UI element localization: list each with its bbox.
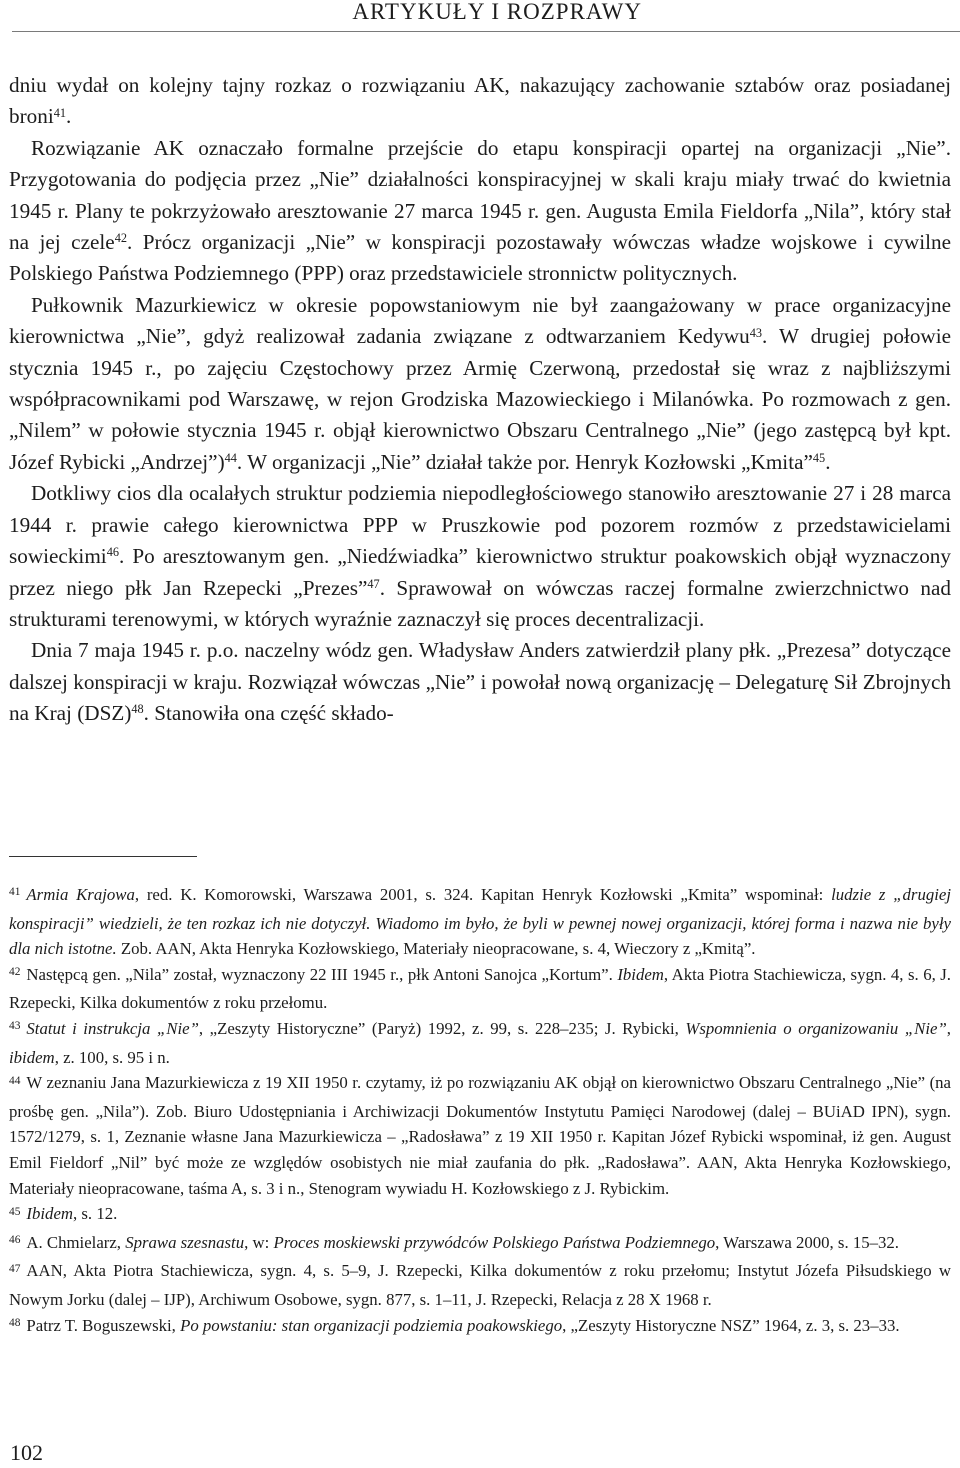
body-paragraph (9, 133, 951, 290)
text-run: . (66, 104, 72, 129)
footnote-number: 41 (9, 886, 21, 899)
footnote (9, 1313, 951, 1342)
footnote-ref: 46 (106, 545, 119, 560)
text-run: , Warszawa 2000, s. 15–32. (715, 1232, 899, 1252)
body-paragraph (9, 478, 951, 635)
footnote (9, 1070, 951, 1201)
text-run: AAN, Akta Piotra Stachiewicza, sygn. 4, s. 5–9, J. Rzepecki, Kilka dokumentów z roku przełomu; Instytut Józefa Piłsudskiego w Nowym Jorku (dalej – IJP), Archiwum Osobowe, sygn. 877, s. 1–11, J. Rzepecki, Relacja z 28 X 1968 r. (9, 1261, 951, 1309)
footnote (9, 1258, 951, 1312)
text-run: Rozwiązanie AK oznaczało formalne przejście do etapu konspiracji opartej na organizacji „Nie”. Przygotowania do podjęcia przez „Nie” działalności konspiracyjnej w skali kraju miały trwać do kwietnia 1945 r. Plany te pokrzyżowało aresztowanie 27 marca 1945 r. gen. Augusta Emila Fieldorfa „Nila”, który stał na jej czele (9, 135, 951, 255)
text-run: . Stanowiła ona część składo- (143, 701, 394, 726)
body-paragraph (9, 70, 951, 133)
italic-text: ludzie z „drugiej konspiracji” wiedzieli, że ten rozkaz ich nie dotyczył. Wiadomo im było, że byli w pewnej nowej organizacji, której forma i nazwa nie były dla nich istotne. (9, 885, 951, 959)
footnote-separator (9, 856, 197, 857)
footnote-ref: 41 (53, 105, 67, 120)
text-run: Dnia 7 maja 1945 r. p.o. naczelny wódz gen. Władysław Anders zatwierdził plany płk. „Prezesa” dotyczące dalszej konspiracji w kraju. Rozwiązał wówczas „Nie” i powołał nową organizację – Delegaturę Sił Zbrojnych na Kraj (DSZ) (9, 638, 951, 726)
footnote-ref: 48 (131, 702, 144, 717)
text-run: . Prócz organizacji „Nie” w konspiracji pozostawały wówczas władze wojskowe i cywilne Polskiego Państwa Podziemnego (PPP) oraz przedstawiciele stronnictw politycznych. (9, 230, 951, 286)
footnote-number: 48 (9, 1316, 21, 1329)
text-run: . Po aresztowanym gen. „Niedźwiadka” kierownictwo struktur poakowskich objął wyznaczony przez niego płk Jan Rzepecki „Prezes” (9, 544, 951, 600)
text-run: , Akta Piotra Stachiewicza, sygn. 4, s. 6, J. Rzepecki, Kilka dokumentów z roku przełomu. (9, 964, 951, 1013)
text-run: , „Zeszyty Historyczne NSZ” 1964, z. 3, s. 23–33. (562, 1315, 900, 1335)
footnote-number: 44 (9, 1074, 21, 1087)
text-run: , (946, 1018, 951, 1038)
footnote-ref: 45 (812, 451, 826, 466)
text-run: , w: (244, 1232, 274, 1252)
text-run: W zeznaniu Jana Mazurkiewicza z 19 XII 1950 r. czytamy, iż po rozwiązaniu AK objął on kierownictwo Obszaru Centralnego „Nie” (na prośbę gen. „Nila”). Zob. Biuro Udostępniania i Archiwizacji Dokumentów Instytutu Pamięci Narodowej (dalej – BUiAD IPN), sygn. 1572/1279, s. 1, Zeznanie własne Jana Mazurkiewicza – „Radosława” z 19 XII 1950 r. Kapitan Józef Rybicki wspominał, iż gen. August Emil Fieldorf „Nil” być może ze względów osobistych nie miał zaufania do płk. „Radosława”. AAN, Akta Henryka Kozłowskiego, Materiały nieopracowane, taśma A, s. 3 i n., Stenogram wywiadu H. Kozłowskiego z J. Rybickim. (9, 1073, 951, 1198)
text-run: , z. 100, s. 95 i n. (54, 1047, 170, 1067)
footnotes (9, 882, 951, 1341)
text-run: Następcą gen. „Nila” został, wyznaczony 22 III 1945 r., płk Antoni Sanojca „Kortum”. (26, 964, 618, 984)
italic-text: Armia Krajowa (26, 885, 135, 904)
text-run: , red. K. Komorowski, Warszawa 2001, s. 324. Kapitan Henryk Kozłowski „Kmita” wspominał: (134, 885, 832, 904)
footnote-number: 46 (9, 1234, 21, 1247)
footnote-ref: 43 (749, 325, 762, 340)
running-header (12, 0, 960, 32)
text-run: . Sprawował on wówczas raczej formalne zwierzchnictwo nad strukturami terenowymi, w których wyraźnie zaznaczył się proces decentralizacji. (9, 575, 951, 631)
footnote (9, 1016, 951, 1070)
text-run: . (825, 449, 831, 474)
text-run: Patrz T. Boguszewski, (26, 1315, 181, 1335)
italic-text: Ibidem (26, 1204, 74, 1224)
italic-text: Sprawa szesnastu (125, 1232, 245, 1252)
footnote (9, 1230, 951, 1259)
footnote (9, 882, 951, 962)
italic-text: Proces moskiewski przywódców Polskiego Państwa Podziemnego (273, 1232, 716, 1252)
text-run: , „Zeszyty Historyczne” (Paryż) 1992, z. 99, s. 228–235; J. Rybicki, (198, 1018, 686, 1038)
text-run: . W drugiej połowie stycznia 1945 r., po zajęciu Częstochowy przez Armię Czerwoną, przedostał się wraz z najbliższymi współpracownikami pod Warszawę, w rejon Grodziska Mazowieckiego i Milanówka. Po rozmowach z gen. „Nilem” w połowie stycznia 1945 r. objął kierownictwo Obszaru Centralnego „Nie” (jego zastępcą był kpt. Józef Rybicki „Andrzej”) (9, 324, 952, 474)
text-run: Zob. AAN, Akta Henryka Kozłowskiego, Materiały nieopracowane, s. 4, Wieczory z „Kmitą”. (116, 939, 756, 959)
footnote-number: 43 (9, 1020, 21, 1033)
footnote-number: 47 (9, 1262, 21, 1275)
page-number: 102 (10, 1440, 43, 1465)
body-paragraph (9, 290, 951, 478)
footnote (9, 962, 951, 1016)
main-text (9, 70, 951, 730)
footnote (9, 1201, 951, 1230)
footnote-ref: 47 (367, 576, 380, 591)
text-run: Pułkownik Mazurkiewicz w okresie popowstaniowym nie był zaangażowany w prace organizacyjne kierownictwa „Nie”, gdyż realizował zadania związane z odtwarzaniem Kedywu (9, 292, 951, 349)
footnote-number: 42 (9, 966, 21, 979)
text-run: dniu wydał on kolejny tajny rozkaz o rozwiązaniu AK, nakazujący zachowanie sztabów oraz posiadanej broni (9, 73, 951, 129)
italic-text: ibidem (9, 1047, 55, 1067)
text-run: . W organizacji „Nie” działał także por. Henryk Kozłowski „Kmita” (236, 449, 813, 474)
italic-text: Statut i instrukcja „Nie” (26, 1018, 199, 1038)
text-run: , s. 12. (73, 1204, 118, 1224)
italic-text: Po powstaniu: stan organizacji podziemia poakowskiego (180, 1315, 563, 1335)
running-header-title: ARTYKUŁY I ROZPRAWY (352, 0, 642, 24)
body-paragraph (9, 635, 951, 729)
footnote-number: 45 (9, 1205, 21, 1218)
italic-text: Ibidem (617, 964, 664, 984)
text-run: Dotkliwy cios dla ocalałych struktur podziemia niepodległościowego stanowiło aresztowanie 27 i 28 marca 1944 r. prawie całego kierownictwa PPP w Pruszkowie pod pozorem rozmów z przedstawicielami sowieckimi (9, 481, 951, 569)
footnote-ref: 42 (114, 231, 127, 246)
italic-text: Wspomnienia o organizowaniu „Nie” (685, 1018, 947, 1038)
footnote-ref: 44 (224, 451, 237, 466)
text-run: A. Chmielarz, (26, 1232, 126, 1252)
